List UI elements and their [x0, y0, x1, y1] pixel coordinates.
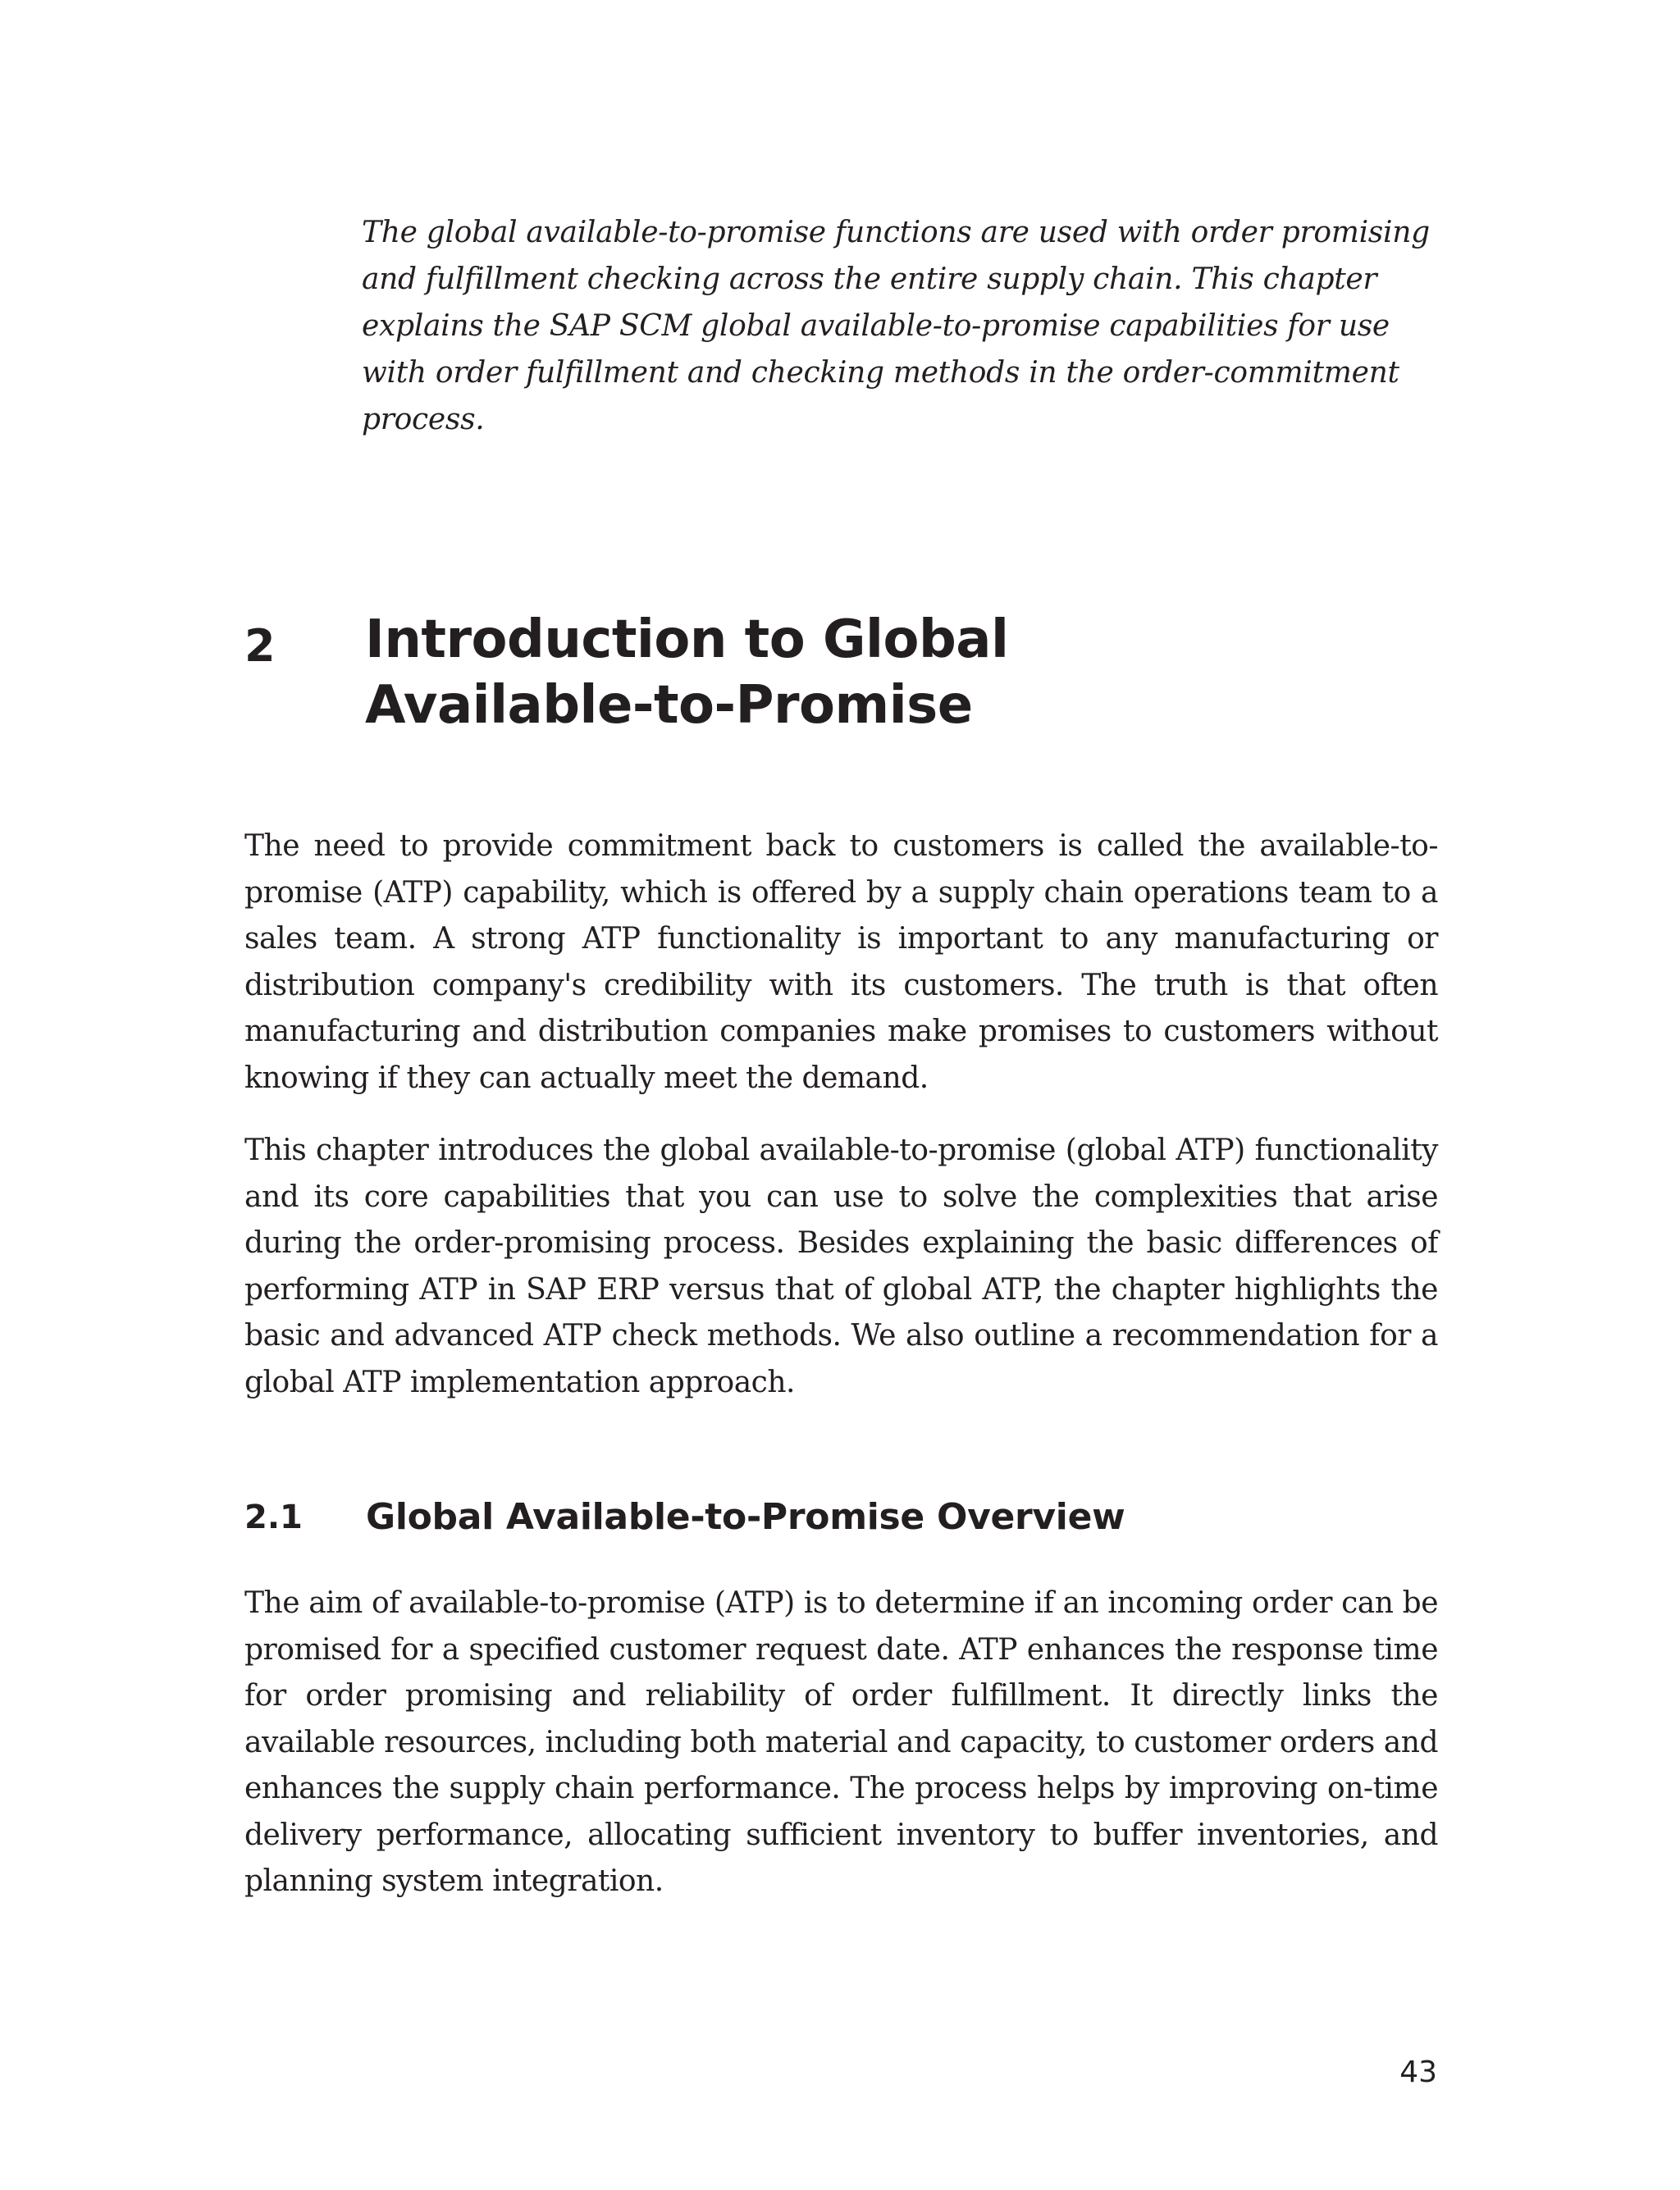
body-paragraph: This chapter introduces the global available-to-promise (global ATP) functionality and its core capabilities that you can use to solve the complexities that arise during the order-promising process. Besides explaining the basic differences of performing ATP in SAP ERP versus that of global ATP, the chapter highlights the basic and advanced ATP check methods. We also outline a recommendation for a global ATP implementation approach.	[244, 1134, 1438, 1399]
chapter-number: 2	[244, 620, 276, 672]
chapter-title-line-2: Available-to-Promise	[365, 675, 973, 736]
chapter-title-line-1: Introduction to Global	[365, 609, 1009, 670]
chapter-title	[365, 607, 1431, 738]
body-paragraph: The need to provide commitment back to customers is called the available-to-promise (ATP) capability, which is offered by a supply chain operations team to a sales team. A strong ATP functionality is important to any manufacturing or distribution company's credibility with its customers. The truth is that often manufacturing and distribution companies make promises to customers without knowing if they can actually meet the demand.	[244, 829, 1438, 1095]
section-paragraph: The aim of available-to-promise (ATP) is to determine if an incoming order can be promised for a specified customer request date. ATP enhances the response time for order promising and reliability of order fulfillment. It directly links the available resources, including both material and capacity, to customer orders and enhances the supply chain performance. The process helps by improving on-time delivery performance, allocating sufficient inventory to buffer inventories, and planning system integration.	[244, 1586, 1438, 1898]
page-number: 43	[1399, 2055, 1437, 2089]
chapter-intro: The global available-to-promise functions are used with order promising and fulfillment checking across the entire supply chain. This chapter explains the SAP SCM global available-to-promise capabilities for use with order fulfillment and checking methods in the order-commitment process.	[362, 216, 1430, 436]
section-title: Global Available-to-Promise Overview	[366, 1496, 1125, 1538]
section-number: 2.1	[244, 1499, 303, 1536]
